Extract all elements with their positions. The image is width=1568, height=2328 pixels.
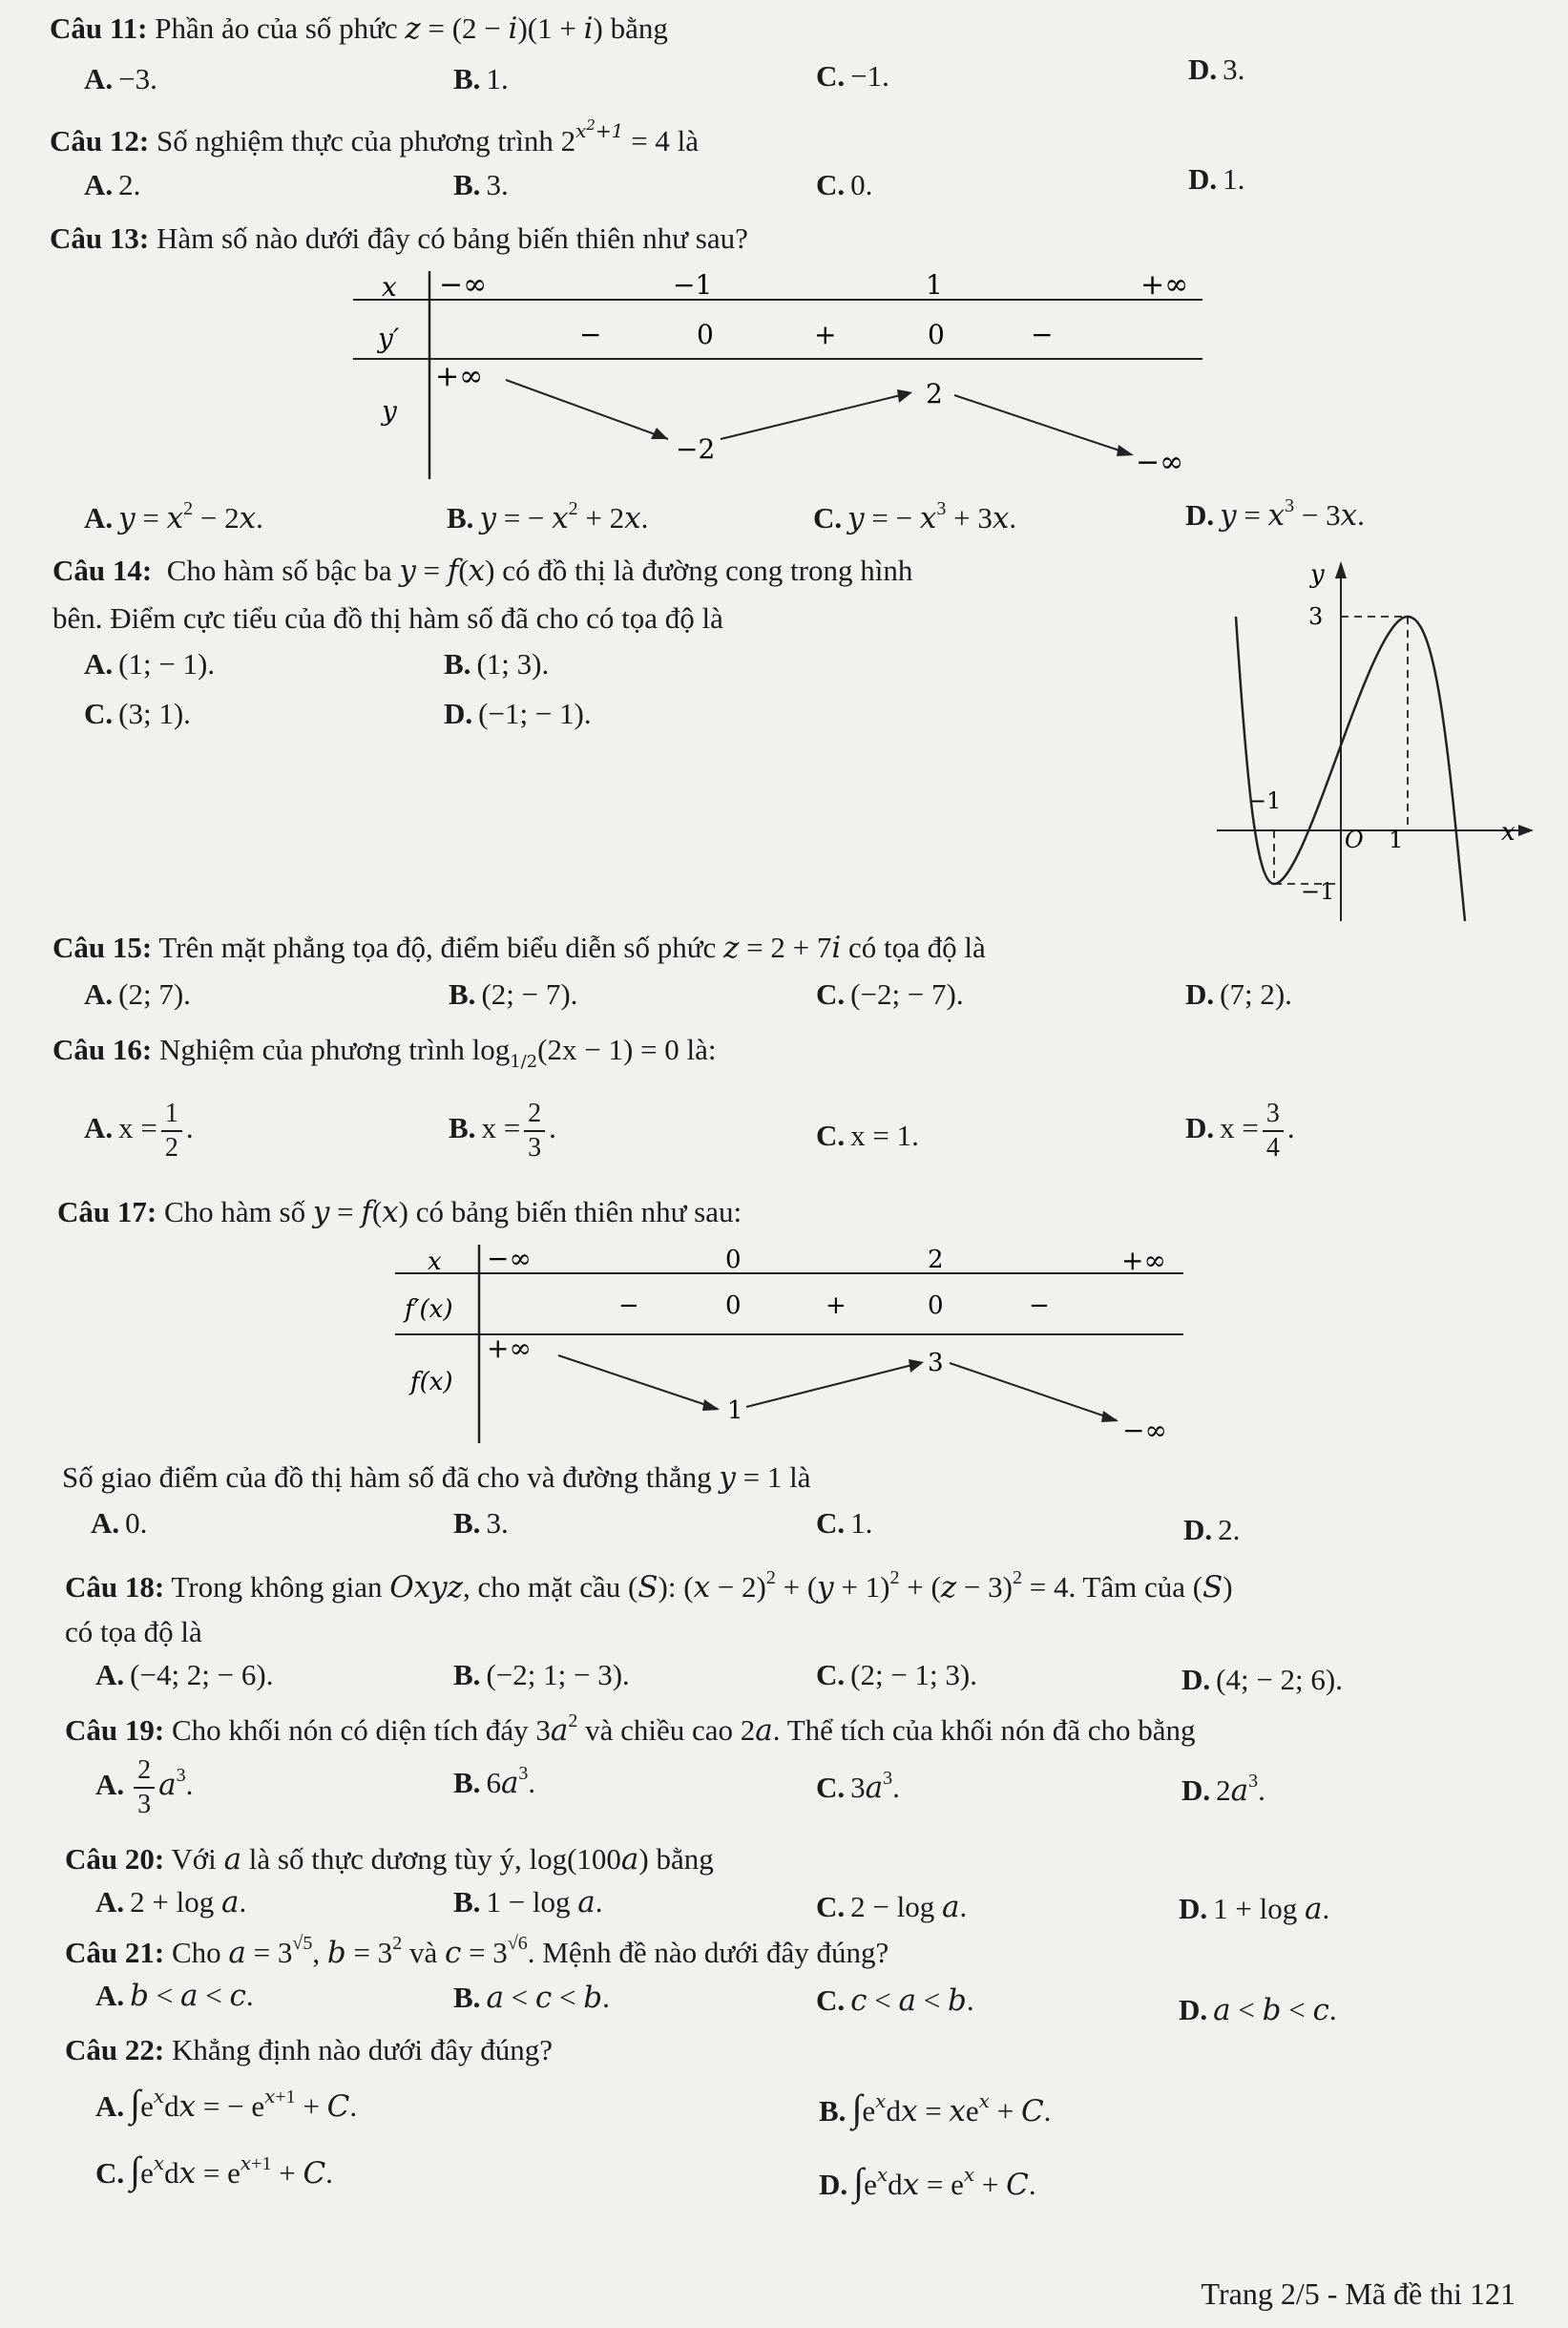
- q12-option-b: B. 3.: [453, 168, 509, 201]
- t13-y-3: −∞: [1136, 446, 1184, 479]
- q17-option-c: C. 1.: [816, 1506, 873, 1540]
- t13-x-1: −1: [673, 269, 713, 301]
- t17-sign-1: 0: [725, 1291, 742, 1320]
- question-18-text: Trong không gian Oxyz, cho mặt cầu (S): $(x - 2)^2 + (y + 1)^2 + (z - 3)^2 = 4$. Tâm của (S): [171, 1567, 1233, 1604]
- t13-x-0: −∞: [439, 268, 488, 302]
- question-14-text: Cho hàm số bậc ba y = f(x) có đồ thị là đường cong trong hình: [158, 554, 913, 588]
- q18-option-d: D. (4; − 2; 6).: [1181, 1663, 1343, 1696]
- q15-option-d: D. (7; 2).: [1185, 977, 1292, 1011]
- q14-option-d: D. (−1; − 1).: [444, 697, 592, 730]
- question-17: Câu 17: Cho hàm số y = f(x) có bảng biến thiên như sau:: [57, 1195, 742, 1229]
- question-20-text: Với a là số thực dương tùy ý, log(100a) bằng: [171, 1842, 714, 1877]
- t17-x-0: −∞: [487, 1243, 532, 1274]
- q11-option-b: B. 1.: [453, 62, 509, 95]
- t13-x-2: 1: [926, 269, 943, 301]
- q22-option-d: D. $\int e^xdx = e^x + C$.: [819, 2160, 1036, 2203]
- q18-option-a: A. (−4; 2; − 6).: [95, 1658, 274, 1691]
- t17-x-1: 0: [725, 1246, 742, 1274]
- t17-label-x: x: [428, 1248, 442, 1276]
- t13-y-0: +∞: [435, 360, 484, 393]
- t13-sign-3: 0: [928, 319, 945, 350]
- question-20: Câu 20: Với a là số thực dương tùy ý, log(100a) bằng: [65, 1842, 714, 1877]
- q12-option-d: D. 1.: [1188, 162, 1245, 196]
- q11-option-d: D. 3.: [1188, 52, 1245, 86]
- question-18-text2: có tọa độ là: [65, 1615, 202, 1648]
- g14-origin: O: [1345, 827, 1364, 853]
- q11-option-a: A. −3.: [84, 62, 157, 95]
- question-21: Câu 21: Cho $a = 3^{√5}$, $b = 3^2$ và $c = 3^{√6}$. Mệnh đề nào dưới đây đúng?: [65, 1933, 889, 1970]
- question-19: Câu 19: Cho khối nón có diện tích đáy $3a^2$ và chiều cao 2a. Thể tích của khối nón đã cho bằng: [65, 1710, 1196, 1748]
- q17-option-d: D. 2.: [1183, 1513, 1241, 1546]
- t17-sign-0: −: [618, 1291, 639, 1320]
- question-11-text: Phần ảo của số phức z = (2 − i)(1 + i) bằng: [155, 11, 668, 46]
- t13-sign-4: −: [1031, 319, 1054, 350]
- t13-label-yprime: y′: [378, 323, 400, 354]
- t13-label-y: y: [382, 395, 397, 427]
- q21-option-b: B. a < c < b.: [453, 1981, 610, 2015]
- t17-label-f: f(x): [410, 1368, 453, 1396]
- question-19-text: Cho khối nón có diện tích đáy $3a^2$ và chiều cao 2a. Thể tích của khối nón đã cho bằng: [171, 1710, 1196, 1748]
- q12-option-c: C. 0.: [816, 168, 873, 201]
- q13-option-a: A. $y = x^2 - 2x$.: [84, 498, 263, 535]
- question-13-text: Hàm số nào dưới đây có bảng biến thiên như sau?: [156, 221, 748, 255]
- q18-option-c: C. (2; − 1; 3).: [816, 1658, 977, 1691]
- q19-option-a: A. $\frac{2}{3}$ $a^3$.: [95, 1755, 194, 1819]
- q20-option-a: A. 2 + log a.: [95, 1885, 247, 1919]
- q22-option-b: B. $\int e^xdx = xe^x + C$.: [819, 2087, 1052, 2129]
- q14-option-a: A. (1; − 1).: [84, 647, 216, 681]
- question-12-text: Số nghiệm thực của phương trình $2^{x^2+1} = 4$ là: [156, 116, 700, 157]
- variation-table-q17: [391, 1241, 1188, 1451]
- question-17-text2: Số giao điểm của đồ thị hàm số đã cho và đường thẳng y = 1 là: [62, 1460, 811, 1495]
- t13-y-1: −2: [676, 433, 716, 465]
- question-11: Câu 11: Phần ảo của số phức z = (2 − i)(1 + i) bằng: [50, 11, 668, 46]
- question-21-text: Cho $a = 3^{√5}$, $b = 3^2$ và $c = 3^{√6}$. Mệnh đề nào dưới đây đúng?: [171, 1933, 889, 1970]
- q17-option-a: A. 0.: [91, 1506, 148, 1540]
- q16-option-c: C. x = 1.: [816, 1119, 919, 1152]
- g14-axis-y: y: [1310, 560, 1325, 589]
- t17-sign-2: +: [826, 1291, 847, 1320]
- q15-option-a: A. (2; 7).: [84, 977, 191, 1011]
- q13-option-d: D. $y = x^3 - 3x$.: [1185, 495, 1365, 533]
- q16-option-d: D. x = $\frac{3}{4}$ .: [1185, 1099, 1295, 1163]
- question-16: Câu 16: Nghiệm của phương trình $\log_{1/2}(2x - 1) = 0$ là:: [52, 1033, 717, 1072]
- q13-option-c: C. y = − $x^3 + 3x$.: [813, 498, 1017, 535]
- g14-tick-x1: 1: [1389, 827, 1404, 853]
- q21-option-d: D. a < b < c.: [1179, 1993, 1337, 2027]
- g14-tick-y3: 3: [1308, 603, 1324, 630]
- t13-sign-1: 0: [697, 319, 714, 350]
- question-15: Câu 15: Trên mặt phẳng tọa độ, điểm biểu diễn số phức z = 2 + 7i có tọa độ là: [52, 931, 986, 965]
- q16-option-b: B. x = $\frac{2}{3}$ .: [449, 1099, 556, 1163]
- g14-tick-ym1: −1: [1301, 878, 1335, 905]
- question-14-text2: bên. Điểm cực tiểu của đồ thị hàm số đã cho có tọa độ là: [52, 601, 723, 635]
- q19-option-d: D. $2a^3$.: [1181, 1771, 1265, 1808]
- q22-option-c: C. $\int e^xdx = e^{x+1} + C$.: [95, 2149, 333, 2192]
- q20-option-b: B. 1 − log a.: [453, 1885, 603, 1919]
- page-footer: Trang 2/5 - Mã đề thi 121: [1201, 2276, 1516, 2311]
- g14-axis-x: x: [1501, 818, 1516, 847]
- question-17-text: Cho hàm số y = f(x) có bảng biến thiên như sau:: [163, 1195, 742, 1229]
- q16-option-a: A. x = $\frac{1}{2}$ .: [84, 1099, 194, 1163]
- q14-option-b: B. (1; 3).: [444, 647, 550, 681]
- t17-y-3: −∞: [1122, 1415, 1167, 1446]
- t17-y-2: 3: [928, 1349, 944, 1377]
- t17-x-2: 2: [928, 1246, 944, 1274]
- t17-y-0: +∞: [487, 1332, 532, 1364]
- q11-option-c: C. −1.: [816, 59, 889, 93]
- t13-sign-2: +: [814, 319, 837, 350]
- q15-option-c: C. (−2; − 7).: [816, 977, 964, 1011]
- q21-option-a: A. b < a < c.: [95, 1979, 254, 2013]
- q17-option-b: B. 3.: [453, 1506, 509, 1540]
- q22-option-a: A. $\int e^xdx$ = − $e^{x+1} + C$.: [95, 2082, 358, 2125]
- g14-tick-xm1: −1: [1247, 787, 1282, 814]
- question-22: Câu 22: Khẳng định nào dưới đây đúng?: [65, 2033, 554, 2066]
- question-22-text: Khẳng định nào dưới đây đúng?: [171, 2033, 554, 2066]
- t17-sign-4: −: [1029, 1291, 1050, 1320]
- q14-option-c: C. (3; 1).: [84, 697, 191, 730]
- t17-y-1: 1: [727, 1396, 743, 1425]
- question-18: Câu 18: Trong không gian Oxyz, cho mặt cầu (S): $(x - 2)^2 + (y + 1)^2 + (z - 3)^2 = 4$. Tâm của (S): [65, 1567, 1233, 1604]
- q13-option-b: B. y = − $x^2 + 2x$.: [447, 498, 649, 535]
- t17-label-fprime: f′(x): [405, 1295, 453, 1324]
- q19-option-c: C. $3a^3$.: [816, 1768, 900, 1805]
- t13-y-2: 2: [926, 378, 943, 409]
- q18-option-b: B. (−2; 1; − 3).: [453, 1658, 630, 1691]
- t13-x-3: +∞: [1140, 268, 1189, 302]
- t17-x-3: +∞: [1121, 1245, 1166, 1276]
- question-13: Câu 13: Hàm số nào dưới đây có bảng biến thiên như sau?: [50, 221, 748, 255]
- variation-table-q13: [344, 267, 1212, 487]
- q21-option-c: C. c < a < b.: [816, 1983, 974, 2018]
- q15-option-b: B. (2; − 7).: [449, 977, 578, 1011]
- q12-option-a: A. 2.: [84, 168, 141, 201]
- question-14: Câu 14: Cho hàm số bậc ba y = f(x) có đồ thị là đường cong trong hình: [52, 554, 913, 588]
- t13-label-x: x: [382, 271, 397, 303]
- t13-sign-0: −: [579, 319, 602, 350]
- q19-option-b: B. $6a^3$.: [453, 1763, 536, 1800]
- t17-sign-3: 0: [928, 1291, 944, 1320]
- q20-option-d: D. 1 + log a.: [1179, 1892, 1330, 1926]
- q20-option-c: C. 2 − log a.: [816, 1890, 968, 1924]
- cubic-graph-q14: [1198, 554, 1541, 926]
- question-12: Câu 12: Số nghiệm thực của phương trình $2^{x^2+1} = 4$ là: [50, 116, 700, 157]
- question-15-text: Trên mặt phẳng tọa độ, điểm biểu diễn số phức z = 2 + 7i có tọa độ là: [158, 931, 986, 965]
